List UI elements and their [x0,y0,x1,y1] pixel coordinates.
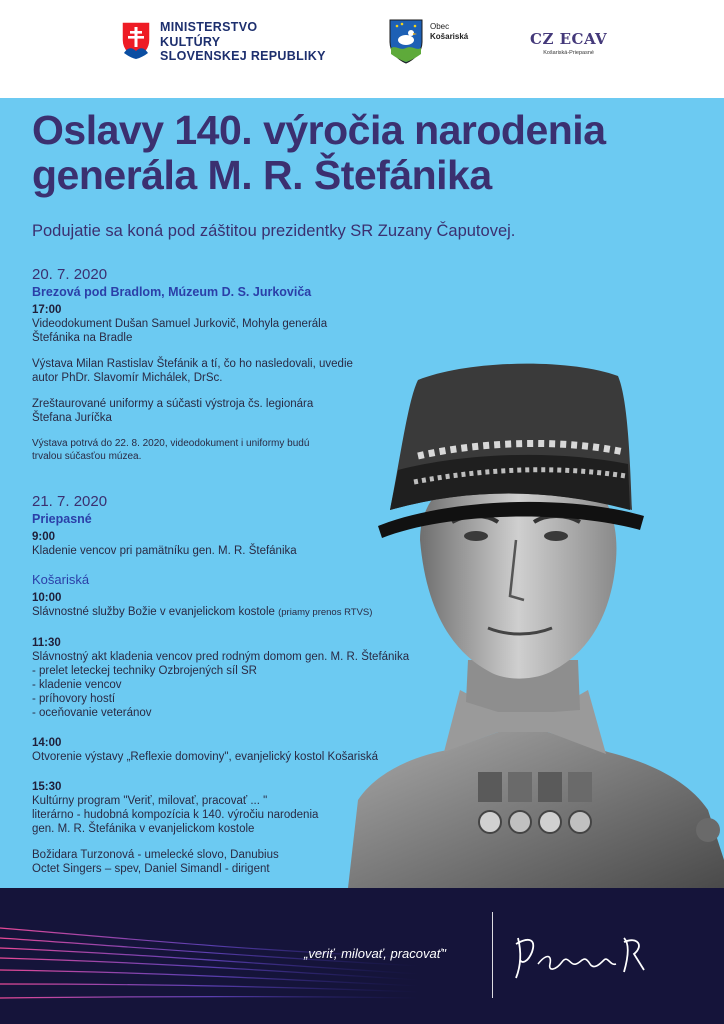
page-title [32,108,712,198]
day2-event-2-note: (priamy prenos RTVS) [278,607,373,618]
day1-item-1-line-2: Štefánika na Bradle [32,332,133,344]
poster-body [0,98,724,888]
obec-label: Obec [430,22,450,31]
day2-time-3: 11:30 [32,637,61,649]
day2-place-priepasne: Priepasné [32,512,92,526]
performers-line-2: Octet Singers – spev, Daniel Simandl - dirigent [32,863,270,875]
day2-time-2: 10:00 [32,592,62,604]
kosariska-coat-of-arms-icon [388,18,424,64]
day1-note-line-2: trvalou súčasťou múzea. [32,451,142,462]
day1-time: 17:00 [32,304,62,316]
title-line-1: Oslavy 140. výročia narodenia [32,107,606,153]
ecav-title: CZ ECAV [530,30,608,48]
day1-note-line-1: Výstava potrvá do 22. 8. 2020, videodokument i uniformy budú [32,438,310,449]
day1-item-2-line-2: autor PhDr. Slavomír Michálek, DrSc. [32,372,223,384]
day1-item-3-line-2: Štefana Juríčka [32,412,112,424]
stefanik-signature-icon [512,924,652,984]
title-line-2: generála M. R. Štefánika [32,152,492,198]
day2-event-5-line-2: literárno - hudobná kompozícia k 140. výročiu narodenia [32,809,319,821]
day1-item-2-line-1: Výstava Milan Rastislav Štefánik a tí, čo ho nasledovali, uvedie [32,358,353,370]
ministry-line-3: SLOVENSKEJ REPUBLIKY [160,49,326,63]
footer-divider [492,912,493,998]
motto-quote: „veriť, milovať, pracovať" [304,946,446,961]
ministry-line-2: KULTÚRY [160,34,221,49]
day2-event-3-item-1: - prelet leteckej techniky Ozbrojených síl SR [32,665,257,677]
day1-item-3-line-1: Zreštaurované uniformy a súčasti výstroja čs. legionára [32,398,314,410]
day2-event-2-main: Slávnostné služby Božie v evanjelickom kostole [32,606,275,618]
day2-place-kosariska: Košariská [32,572,90,587]
general-stefanik-portrait [348,360,724,888]
slovak-coat-of-arms-icon [120,20,152,60]
footer [0,888,724,1024]
obec-kosariska-logo [388,18,468,64]
day2-event-3-item-3: - príhovory hostí [32,693,116,705]
performers-line-1: Božidara Turzonová - umelecké slovo, Danubius [32,849,279,861]
header [0,0,724,98]
subtitle: Podujatie sa koná pod záštitou prezidentky SR Zuzany Čaputovej. [32,222,516,240]
day2-date: 21. 7. 2020 [32,493,108,510]
day2-event-5-line-1: Kultúrny program "Veriť, milovať, pracovať ... " [32,795,268,807]
day2-event-2 [32,605,377,620]
day2-event-3: Slávnostný akt kladenia vencov pred rodným domom gen. M. R. Štefánika [32,651,410,663]
day2-event-4: Otvorenie výstavy „Reflexie domoviny", evanjelický kostol Košariská [32,751,379,763]
day2-event-1: Kladenie vencov pri pamätníku gen. M. R. Štefánika [32,545,297,557]
cz-ecav-logo [530,30,607,56]
obec-name: Košariská [430,32,469,41]
day2-event-5-line-3: gen. M. R. Štefánika v evanjelickom kostole [32,823,255,835]
ministry-line-1: MINISTERSTVO [160,20,258,34]
day1-date: 20. 7. 2020 [32,266,108,283]
ecav-subtitle: Košariská-Priepasné [543,50,594,56]
ministry-of-culture-logo [120,20,326,64]
day2-time-1: 9:00 [32,531,56,543]
day1-place: Brezová pod Bradlom, Múzeum D. S. Jurkoviča [32,285,312,299]
day1-item-1-line-1: Videodokument Dušan Samuel Jurkovič, Mohyla generála [32,318,328,330]
day2-time-5: 15:30 [32,781,62,793]
day2-event-3-item-4: - oceňovanie veteránov [32,707,152,719]
day2-event-3-item-2: - kladenie vencov [32,679,122,691]
day2-time-4: 14:00 [32,737,62,749]
program-schedule [32,264,410,876]
